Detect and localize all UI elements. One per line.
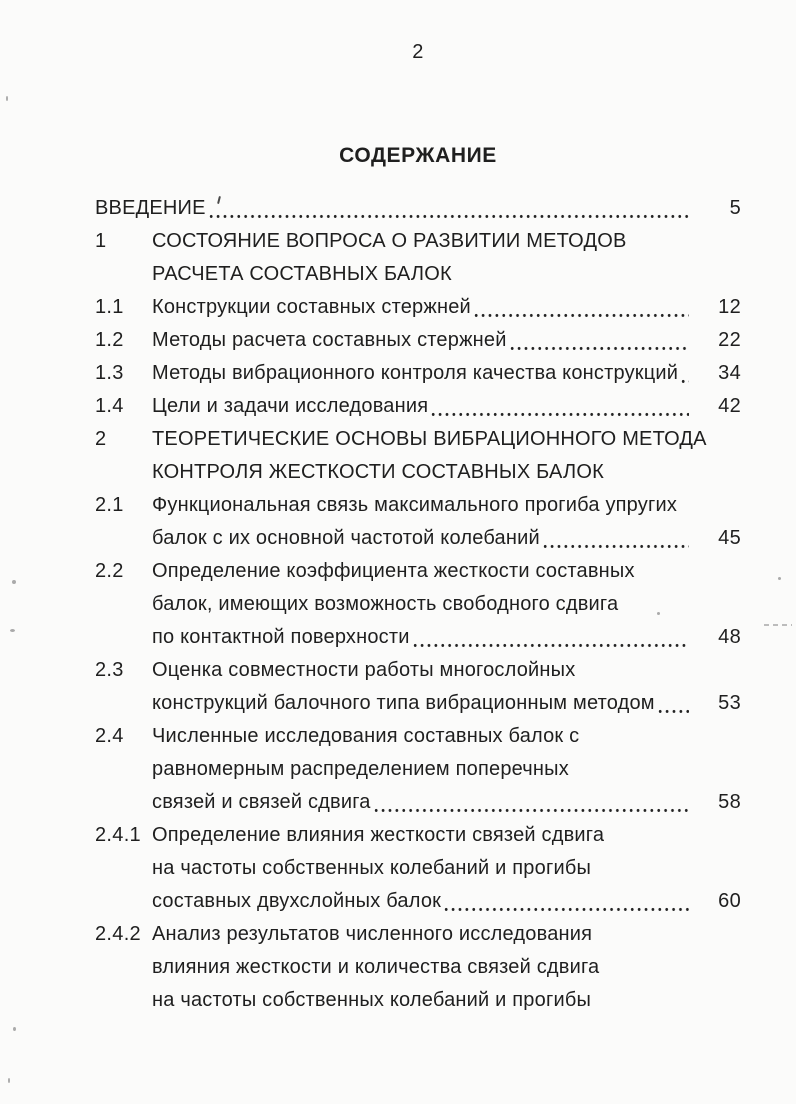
toc-entry-title-text: ТЕОРЕТИЧЕСКИЕ ОСНОВЫ ВИБРАЦИОННОГО МЕТОДА	[152, 428, 707, 450]
toc-entry	[95, 819, 741, 918]
toc-entry-body	[152, 390, 741, 423]
toc-entry-line	[152, 324, 741, 357]
toc-entry-number: 1.2	[95, 329, 124, 351]
toc-entry-title-text: Оценка совместности работы многослойных	[152, 659, 576, 681]
table-of-contents	[95, 192, 741, 1017]
toc-entry-number: 2.4.1	[95, 824, 141, 846]
toc-entry-body	[152, 324, 741, 357]
toc-page-number: 53	[718, 692, 741, 714]
toc-entry-number: 1	[95, 230, 107, 252]
toc-entry-title-text: Цели и задачи исследования	[152, 395, 429, 417]
toc-entry-body	[152, 819, 741, 918]
toc-entry-number: 2.2	[95, 560, 124, 582]
toc-page-number: 5	[729, 197, 741, 219]
scan-dash-marks	[764, 624, 792, 626]
toc-entry	[95, 423, 741, 489]
dot-leader	[658, 687, 689, 720]
toc-entry-body	[152, 225, 741, 291]
scan-speck	[8, 1078, 10, 1083]
toc-entry-line	[152, 951, 741, 984]
toc-entry	[95, 291, 741, 324]
toc-entry-line	[152, 291, 741, 324]
toc-entry-number: 1.4	[95, 395, 124, 417]
toc-entry-number: 1.1	[95, 296, 124, 318]
toc-entry-line	[95, 192, 741, 225]
toc-entry-title-text: Определение коэффициента жесткости составных	[152, 560, 635, 582]
scan-speck	[6, 96, 8, 101]
toc-entry-line	[152, 225, 741, 258]
toc-page-number: 34	[718, 362, 741, 384]
toc-entry-body	[152, 720, 741, 819]
dot-leader	[374, 786, 689, 819]
toc-page-number: 48	[718, 626, 741, 648]
toc-page-number: 58	[718, 791, 741, 813]
toc-entry-body	[152, 423, 741, 489]
scan-speck	[12, 580, 16, 584]
toc-entry-number: 2.4.2	[95, 923, 141, 945]
page-title: СОДЕРЖАНИЕ	[339, 144, 497, 167]
scan-speck	[10, 629, 15, 632]
toc-entry-number: 2.1	[95, 494, 124, 516]
toc-entry-body	[152, 357, 741, 390]
toc-entry-line	[152, 720, 741, 753]
toc-entry-body	[95, 192, 741, 225]
toc-entry-title-text: СОСТОЯНИЕ ВОПРОСА О РАЗВИТИИ МЕТОДОВ	[152, 230, 627, 252]
toc-entry-title-text: Функциональная связь максимального прогиба упругих	[152, 494, 678, 516]
toc-entry-number: 1.3	[95, 362, 124, 384]
toc-entry-line	[152, 984, 741, 1017]
toc-entry-title-text: равномерным распределением поперечных	[152, 758, 569, 780]
toc-entry-line	[152, 423, 741, 456]
toc-entry	[95, 489, 741, 555]
toc-entry-number: 2.3	[95, 659, 124, 681]
toc-entry-title-text: по контактной поверхности	[152, 626, 410, 648]
scan-speck	[657, 612, 660, 615]
toc-entry-line	[152, 852, 741, 885]
toc-entry-line	[152, 489, 741, 522]
toc-entry-title-text: составных двухслойных балок	[152, 890, 442, 912]
toc-entry-title-text: балок, имеющих возможность свободного сдвига	[152, 593, 619, 615]
dot-leader	[209, 192, 689, 225]
toc-entry-line	[152, 258, 741, 291]
page-number-top: 2	[412, 41, 424, 63]
toc-entry-title-text: Методы расчета составных стержней	[152, 329, 507, 351]
toc-entry-title-text: на частоты собственных колебаний и прогибы	[152, 857, 592, 879]
toc-entry-body	[152, 291, 741, 324]
toc-page-number: 12	[718, 296, 741, 318]
toc-entry-title-text: связей и связей сдвига	[152, 791, 371, 813]
toc-entry	[95, 654, 741, 720]
toc-entry	[95, 225, 741, 291]
toc-entry-title-text: Анализ результатов численного исследования	[152, 923, 593, 945]
toc-entry-title-text: балок с их основной частотой колебаний	[152, 527, 540, 549]
toc-entry	[95, 357, 741, 390]
scan-speck	[778, 577, 781, 580]
toc-entry	[95, 192, 741, 225]
toc-entry-body	[152, 918, 741, 1017]
toc-page-number: 45	[718, 527, 741, 549]
scan-speck	[13, 1027, 16, 1031]
toc-entry-number: 2	[95, 428, 107, 450]
toc-entry	[95, 324, 741, 357]
toc-entry-title-text: конструкций балочного типа вибрационным методом	[152, 692, 655, 714]
toc-entry-body	[152, 555, 741, 654]
toc-entry-title-text: Определение влияния жесткости связей сдвига	[152, 824, 605, 846]
toc-entry-line	[152, 357, 741, 390]
toc-entry-title-text: влияния жесткости и количества связей сдвига	[152, 956, 600, 978]
dot-leader	[681, 357, 689, 390]
toc-entry-line	[152, 522, 741, 555]
toc-entry-line	[152, 918, 741, 951]
toc-page-number: 22	[718, 329, 741, 351]
toc-page-number: 42	[718, 395, 741, 417]
toc-entry-line	[152, 753, 741, 786]
toc-entry	[95, 918, 741, 1017]
toc-entry-title-text: Методы вибрационного контроля качества конструкций	[152, 362, 679, 384]
toc-entry-line	[152, 588, 741, 621]
toc-entry-line	[152, 687, 741, 720]
dot-leader	[444, 885, 689, 918]
toc-entry-body	[152, 654, 741, 720]
toc-entry	[95, 720, 741, 819]
toc-entry-line	[152, 621, 741, 654]
toc-page-number: 60	[718, 890, 741, 912]
toc-entry-title-text: на частоты собственных колебаний и прогибы	[152, 989, 592, 1011]
toc-entry-line	[152, 654, 741, 687]
dot-leader	[543, 522, 689, 555]
toc-entry-body	[152, 489, 741, 555]
dot-leader	[431, 390, 689, 423]
toc-entry	[95, 390, 741, 423]
toc-entry-line	[152, 456, 741, 489]
dot-leader	[413, 621, 689, 654]
toc-entry-title-text: Численные исследования составных балок с	[152, 725, 580, 747]
toc-entry-title-text: Конструкции составных стержней	[152, 296, 471, 318]
toc-entry-title-text: КОНТРОЛЯ ЖЕСТКОСТИ СОСТАВНЫХ БАЛОК	[152, 461, 604, 483]
toc-entry-line	[152, 390, 741, 423]
toc-entry-line	[152, 885, 741, 918]
toc-entry-line	[152, 786, 741, 819]
dot-leader	[474, 291, 689, 324]
toc-entry-line	[152, 555, 741, 588]
toc-entry-number: 2.4	[95, 725, 124, 747]
toc-entry-title-text: ВВЕДЕНИЕ	[95, 197, 206, 219]
toc-entry-line	[152, 819, 741, 852]
toc-entry	[95, 555, 741, 654]
dot-leader	[510, 324, 689, 357]
toc-entry-title-text: РАСЧЕТА СОСТАВНЫХ БАЛОК	[152, 263, 452, 285]
